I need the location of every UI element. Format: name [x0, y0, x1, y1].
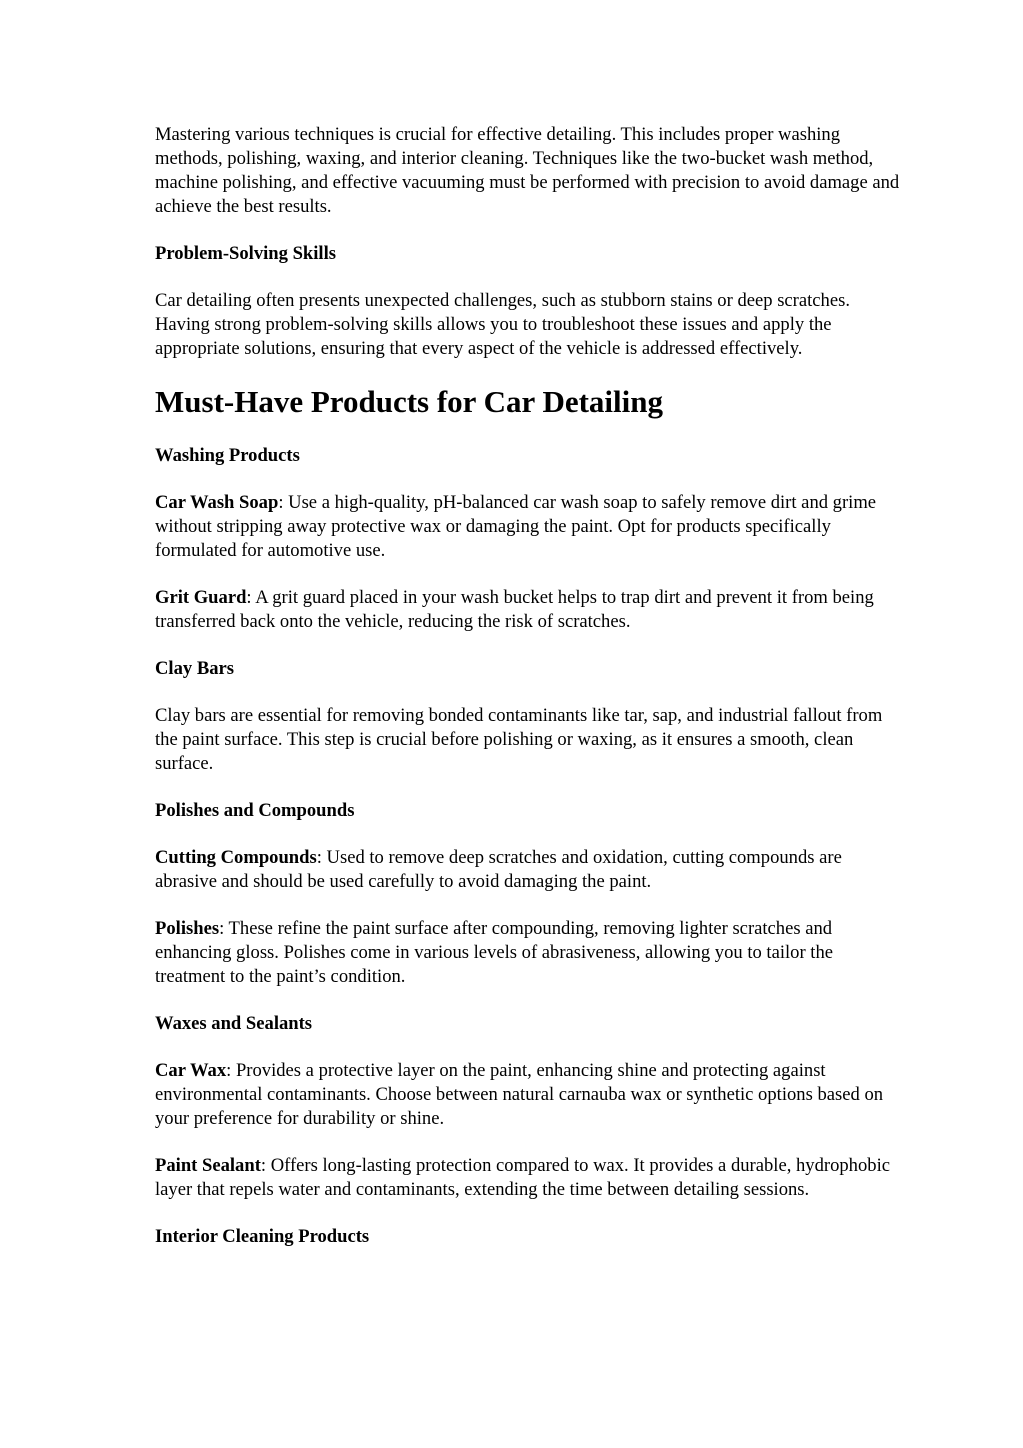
cutting-compounds-paragraph	[155, 846, 900, 894]
polishes-compounds-heading: Polishes and Compounds	[155, 800, 355, 821]
polishes-term: Polishes	[155, 918, 220, 939]
paint-sealant-text: : Offers long-lasting protection compared to wax. It provides a durable, hydrophobic layer that repels water and contaminants, extending the time between detailing sessions.	[155, 1155, 890, 1200]
cutting-compounds-term: Cutting Compounds	[155, 847, 317, 868]
problem-solving-paragraph: Car detailing often presents unexpected challenges, such as stubborn stains or deep scratches. Having strong problem-solving skills allows you to troubleshoot these issues and apply the appropriate solutions, ensuring that every aspect of the vehicle is addressed effectively.	[155, 290, 850, 359]
polishes-text: : These refine the paint surface after compounding, removing lighter scratches and enhancing gloss. Polishes come in various levels of abrasiveness, allowing you to tailor the treatment to the paint’s condition.	[155, 918, 834, 987]
car-wash-soap-paragraph	[155, 491, 900, 563]
interior-cleaning-heading: Interior Cleaning Products	[155, 1226, 370, 1247]
washing-products-heading: Washing Products	[155, 445, 300, 466]
clay-bars-heading: Clay Bars	[155, 658, 235, 679]
paint-sealant-paragraph	[155, 1154, 900, 1202]
paint-sealant-term: Paint Sealant	[155, 1155, 261, 1176]
car-wax-text: : Provides a protective layer on the paint, enhancing shine and protecting against environmental contaminants. Choose between natural carnauba wax or synthetic options based on your preference for durability or shine.	[155, 1060, 884, 1129]
grit-guard-term: Grit Guard	[155, 587, 247, 608]
car-wax-term: Car Wax	[155, 1060, 227, 1081]
polishes-paragraph	[155, 917, 900, 989]
document-page	[155, 123, 900, 1272]
grit-guard-paragraph	[155, 586, 900, 634]
problem-solving-heading: Problem-Solving Skills	[155, 243, 336, 264]
car-wax-paragraph	[155, 1059, 900, 1131]
waxes-sealants-heading: Waxes and Sealants	[155, 1013, 313, 1034]
car-wash-soap-text: : Use a high-quality, pH-balanced car wash soap to safely remove dirt and grime without stripping away protective wax or damaging the paint. Opt for products specifically formulated for automotive use.	[155, 492, 877, 561]
car-wash-soap-term: Car Wash Soap	[155, 492, 279, 513]
intro-paragraph: Mastering various techniques is crucial for effective detailing. This includes proper washing methods, polishing, waxing, and interior cleaning. Techniques like the two-bucket wash method, machine polishing, and effective vacuuming must be performed with precision to avoid damage and achieve the best results.	[155, 124, 900, 217]
cutting-compounds-text: : Used to remove deep scratches and oxidation, cutting compounds are abrasive and should be used carefully to avoid damaging the paint.	[155, 847, 842, 892]
grit-guard-text: : A grit guard placed in your wash bucket helps to trap dirt and prevent it from being transferred back onto the vehicle, reducing the risk of scratches.	[155, 587, 874, 632]
section-title: Must-Have Products for Car Detailing	[155, 384, 664, 419]
clay-bars-paragraph: Clay bars are essential for removing bonded contaminants like tar, sap, and industrial fallout from the paint surface. This step is crucial before polishing or waxing, as it ensures a smooth, clean surface.	[155, 705, 883, 774]
